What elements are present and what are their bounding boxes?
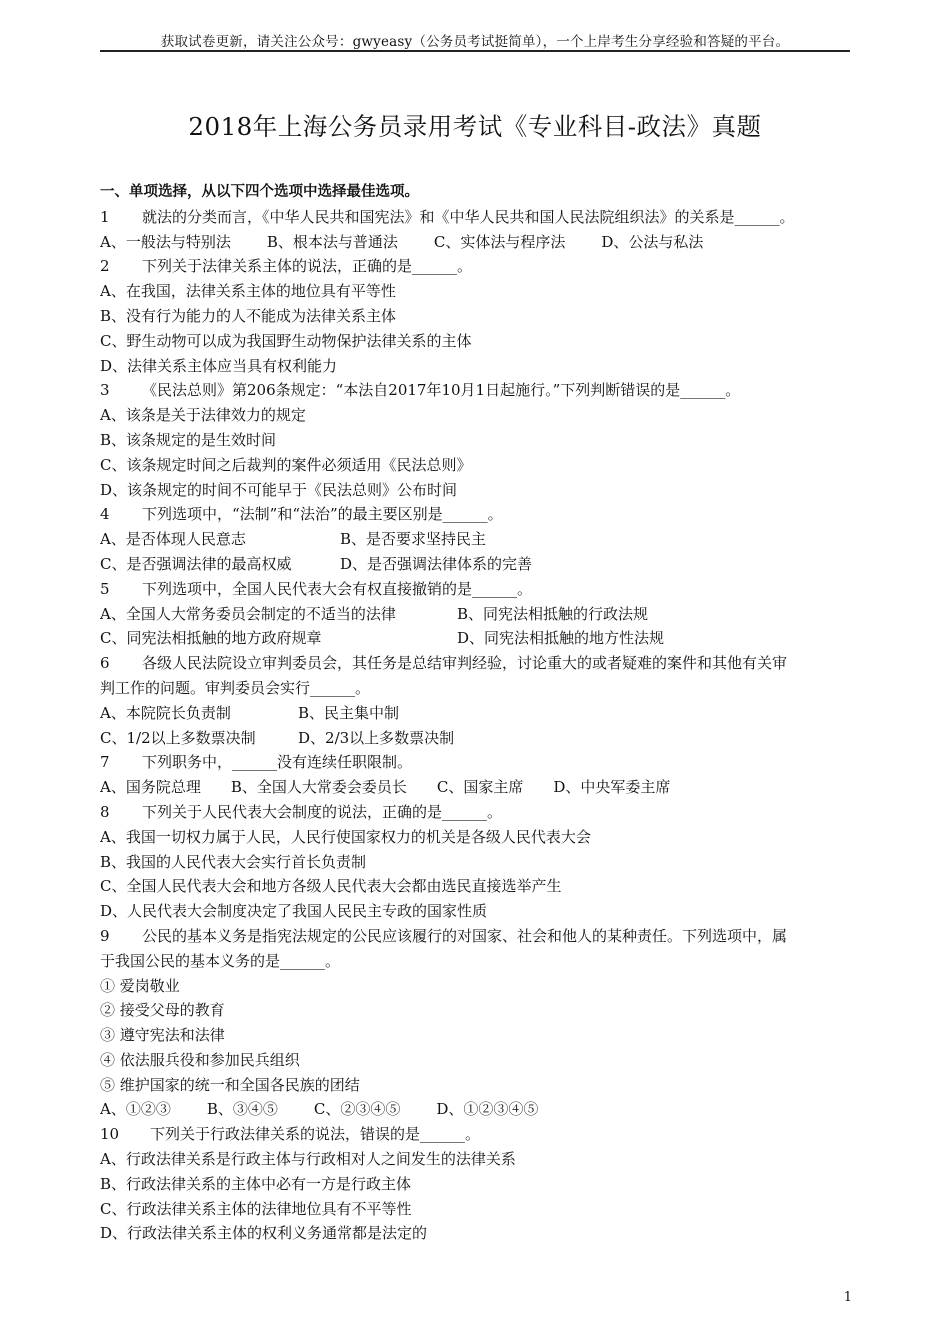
question-text: 下列关于法律关系主体的说法，正确的是______。	[142, 257, 473, 276]
option-d: D、同宪法相抵触的地方性法规	[457, 629, 665, 648]
option-a: A、我国一切权力属于人民，人民行使国家权力的机关是各级人民代表大会	[100, 827, 591, 846]
question-number: 2	[100, 257, 110, 276]
question-stem	[100, 750, 852, 775]
question-text: 下列职务中，______没有连续任职限制。	[142, 753, 413, 772]
option-b: B、全国人大常委会委员长	[230, 778, 407, 797]
question-stem	[100, 254, 852, 279]
question-number: 3	[100, 381, 110, 400]
statement-item: ③ 遵守宪法和法律	[100, 1026, 225, 1045]
option-b: B、我国的人民代表大会实行首长负责制	[100, 852, 367, 871]
page-number: 1	[843, 1290, 852, 1305]
question-number: 9	[100, 926, 110, 945]
option-d: D、2/3以上多数票决制	[298, 728, 455, 747]
question-stem	[100, 651, 852, 676]
question-text: 《民法总则》第206条规定：“本法自2017年10月1日起施行。”下列判断错误的是______。	[142, 381, 741, 400]
question-text: 下列关于人民代表大会制度的说法，正确的是______。	[142, 802, 503, 821]
option-a: A、一般法与特别法	[100, 232, 231, 251]
question-number: 5	[100, 579, 110, 598]
option-a: A、①②③	[100, 1100, 171, 1119]
option-a: A、国务院总理	[100, 778, 201, 797]
page-title: 2018年上海公务员录用考试《专业科目-政法》真题	[188, 112, 762, 141]
option-a: A、行政法律关系是行政主体与行政相对人之间发生的法律关系	[100, 1150, 516, 1169]
option-c: C、②③④⑤	[313, 1100, 401, 1119]
question-number: 6	[100, 654, 110, 673]
statement-item: ① 爱岗敬业	[100, 976, 180, 995]
question-stem	[100, 378, 852, 403]
page-header-notice: 获取试卷更新，请关注公众号：gwyeasy（公务员考试挺简单），一个上岸考生分享经验和答疑的平台。	[160, 34, 790, 50]
option-b: B、该条规定的是生效时间	[100, 430, 277, 449]
question-number: 7	[100, 753, 110, 772]
option-row	[100, 552, 852, 577]
option-b: B、民主集中制	[298, 703, 400, 722]
option-a: A、是否体现人民意志	[100, 530, 246, 549]
option-c: C、行政法律关系主体的法律地位具有不平等性	[100, 1199, 412, 1218]
question-stem	[100, 577, 852, 602]
question-stem	[100, 205, 852, 230]
option-a: A、在我国，法律关系主体的地位具有平等性	[100, 282, 396, 301]
option-a: A、全国人大常务委员会制定的不适当的法律	[100, 604, 396, 623]
question-text: 下列选项中，全国人民代表大会有权直接撤销的是______。	[142, 579, 533, 598]
option-row	[100, 527, 852, 552]
option-row	[100, 626, 852, 651]
question-stem	[100, 800, 852, 825]
option-row	[100, 726, 852, 751]
question-number: 4	[100, 505, 110, 524]
option-c: C、同宪法相抵触的地方政府规章	[100, 629, 322, 648]
question-stem	[100, 502, 852, 527]
option-b: B、同宪法相抵触的行政法规	[457, 604, 649, 623]
question-number: 10	[100, 1125, 120, 1144]
statement-item: ② 接受父母的教育	[100, 1001, 225, 1020]
option-c: C、是否强调法律的最高权威	[100, 554, 292, 573]
question-text-continued: 于我国公民的基本义务的是______。	[100, 951, 341, 970]
question-number: 8	[100, 802, 110, 821]
option-d: D、法律关系主体应当具有权利能力	[100, 356, 338, 375]
option-d: D、中央军委主席	[553, 778, 671, 797]
option-d: D、该条规定的时间不可能早于《民法总则》公布时间	[100, 480, 458, 499]
option-row	[100, 602, 852, 627]
section-heading: 一、单项选择，从以下四个选项中选择最佳选项。	[100, 184, 419, 200]
option-d: D、人民代表大会制度决定了我国人民民主专政的国家性质	[100, 902, 488, 921]
option-d: D、公法与私法	[601, 232, 704, 251]
option-d: D、①②③④⑤	[436, 1100, 539, 1119]
option-row	[100, 775, 852, 800]
statement-item: ⑤ 维护国家的统一和全国各民族的团结	[100, 1075, 360, 1094]
question-text: 各级人民法院设立审判委员会，其任务是总结审判经验，讨论重大的或者疑难的案件和其他有关审	[142, 654, 788, 673]
question-stem	[100, 924, 852, 949]
option-b: B、是否要求坚持民主	[340, 530, 487, 549]
question-text: 公民的基本义务是指宪法规定的公民应该履行的对国家、社会和他人的某种责任。下列选项中，属	[142, 926, 788, 945]
statement-item: ④ 依法服兵役和参加民兵组织	[100, 1050, 300, 1069]
option-c: C、1/2以上多数票决制	[100, 728, 256, 747]
question-text: 就法的分类而言，《中华人民共和国宪法》和《中华人民共和国人民法院组织法》的关系是______。	[142, 207, 795, 226]
option-b: B、根本法与普通法	[266, 232, 398, 251]
option-c: C、野生动物可以成为我国野生动物保护法律关系的主体	[100, 331, 472, 350]
option-b: B、③④⑤	[206, 1100, 278, 1119]
option-row	[100, 701, 852, 726]
option-row	[100, 230, 852, 255]
header-divider	[100, 50, 850, 52]
option-c: C、国家主席	[436, 778, 524, 797]
option-row	[100, 1097, 852, 1122]
option-c: C、实体法与程序法	[433, 232, 566, 251]
option-b: B、行政法律关系的主体中必有一方是行政主体	[100, 1174, 412, 1193]
question-content	[100, 180, 852, 1246]
option-d: D、是否强调法律体系的完善	[340, 554, 533, 573]
question-stem	[100, 1122, 852, 1147]
option-a: A、本院院长负责制	[100, 703, 231, 722]
question-text-continued: 判工作的问题。审判委员会实行______。	[100, 678, 371, 697]
question-text: 下列关于行政法律关系的说法，错误的是______。	[150, 1125, 481, 1144]
option-a: A、该条是关于法律效力的规定	[100, 406, 306, 425]
option-c: C、该条规定时间之后裁判的案件必须适用《民法总则》	[100, 455, 472, 474]
question-text: 下列选项中，“法制”和“法治”的最主要区别是______。	[142, 505, 503, 524]
option-b: B、没有行为能力的人不能成为法律关系主体	[100, 306, 397, 325]
option-c: C、全国人民代表大会和地方各级人民代表大会都由选民直接选举产生	[100, 877, 562, 896]
question-number: 1	[100, 207, 110, 226]
option-d: D、行政法律关系主体的权利义务通常都是法定的	[100, 1224, 428, 1243]
